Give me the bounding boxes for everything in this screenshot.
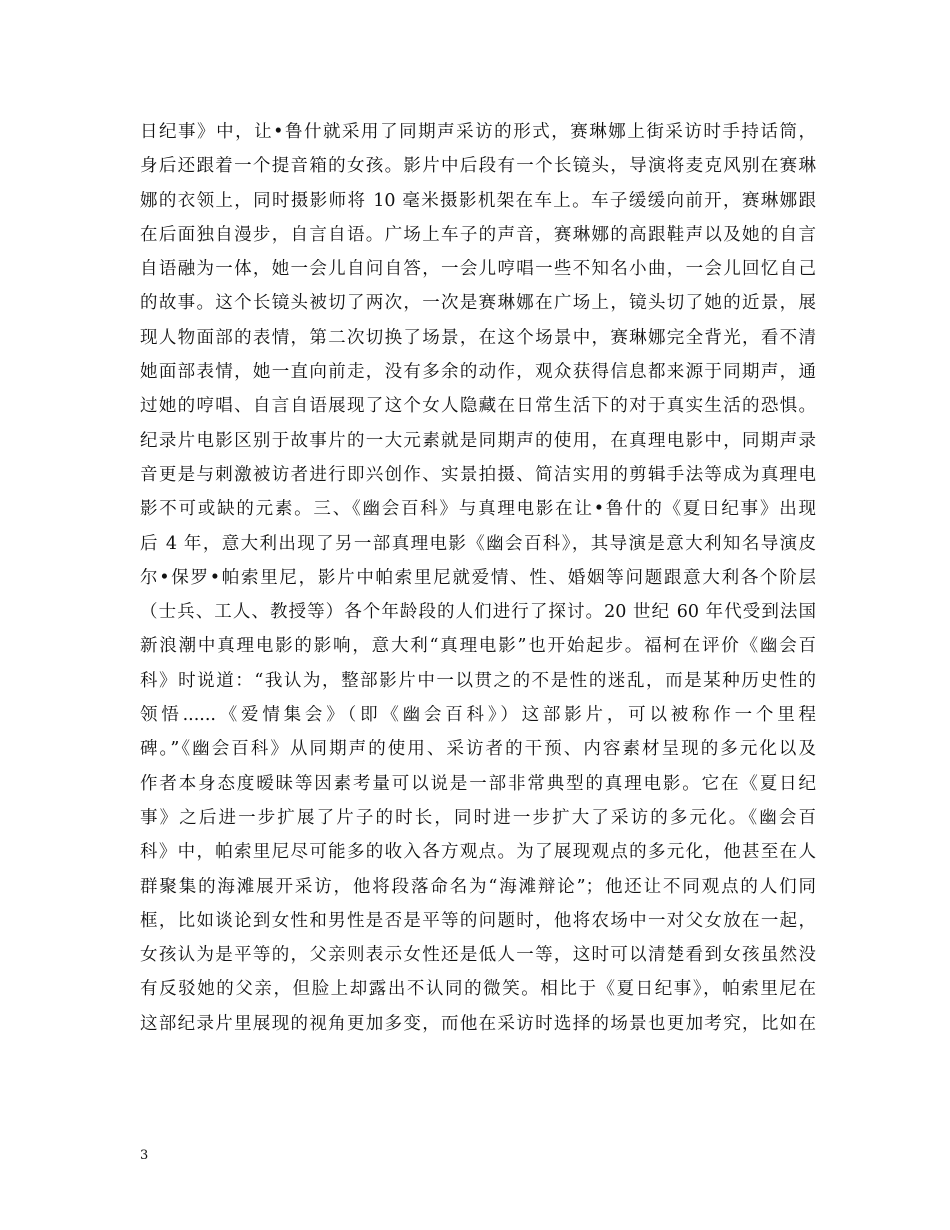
text-line: 她面部表情，她一直向前走，没有多余的动作，观众获得信息都来源于同期声，通: [140, 362, 816, 383]
text-line: 群聚集的海滩展开采访，他将段落命名为“海滩辩论”；他还让不同观点的人们同: [140, 876, 816, 897]
text-line: 事》之后进一步扩展了片子的时长，同时进一步扩大了采访的多元化。《幽会百: [140, 807, 816, 828]
text-line: 现人物面部的表情，第二次切换了场景，在这个场景中，赛琳娜完全背光，看不清: [140, 327, 816, 348]
text-line: 过她的哼唱、自言自语展现了这个女人隐藏在日常生活下的对于真实生活的恐惧。: [140, 396, 816, 417]
text-line: 女孩认为是平等的，父亲则表示女性还是低人一等，这时可以清楚看到女孩虽然没: [140, 945, 816, 966]
text-line: 这部纪录片里展现的视角更加多变，而他在采访时选择的场景也更加考究，比如在: [140, 1013, 816, 1034]
text-line: 作者本身态度暧昧等因素考量可以说是一部非常典型的真理电影。它在《夏日纪: [140, 773, 816, 794]
text-line: 领悟......《爱情集会》（即《幽会百科》）这部影片，可以被称作一个里程: [140, 705, 816, 726]
text-line: 后 4 年，意大利出现了另一部真理电影《幽会百科》，其导演是意大利知名导演皮: [140, 533, 816, 554]
text-line: 身后还跟着一个提音箱的女孩。影片中后段有一个长镜头，导演将麦克风别在赛琳: [140, 156, 816, 177]
text-line: 日纪事》中，让•鲁什就采用了同期声采访的形式，赛琳娜上街采访时手持话筒，: [140, 122, 816, 142]
text-line: 的故事。这个长镜头被切了两次，一次是赛琳娜在广场上，镜头切了她的近景，展: [140, 293, 816, 314]
text-line: 科》时说道：“我认为，整部影片中一以贯之的不是性的迷乱，而是某种历史性的: [140, 670, 816, 691]
text-line: 影不可或缺的元素。三、《幽会百科》与真理电影在让•鲁什的《夏日纪事》出现: [140, 499, 816, 520]
text-line: 音更是与刺激被访者进行即兴创作、实景拍摄、简洁实用的剪辑手法等成为真理电: [140, 464, 816, 485]
text-line: 有反驳她的父亲，但脸上却露出不认同的微笑。相比于《夏日纪事》，帕索里尼在: [140, 979, 816, 1000]
page-number: 3: [140, 1148, 149, 1163]
text-line: 在后面独自漫步，自言自语。广场上车子的声音，赛琳娜的高跟鞋声以及她的自言: [140, 224, 816, 245]
text-line: 框，比如谈论到女性和男性是否是平等的问题时，他将农场中一对父女放在一起，: [140, 910, 816, 931]
text-line: 娜的衣领上，同时摄影师将 10 毫米摄影机架在车上。车子缓缓向前开，赛琳娜跟: [140, 190, 816, 211]
text-line: 科》中，帕索里尼尽可能多的收入各方观点。为了展现观点的多元化，他甚至在人: [140, 842, 816, 863]
text-line: 纪录片电影区别于故事片的一大元素就是同期声的使用，在真理电影中，同期声录: [140, 430, 816, 451]
body-paragraph: [140, 115, 816, 1041]
text-line: 新浪潮中真理电影的影响，意大利“真理电影”也开始起步。福柯在评价《幽会百: [140, 636, 816, 657]
text-line: 自语融为一体，她一会儿自问自答，一会儿哼唱一些不知名小曲，一会儿回忆自己: [140, 259, 816, 280]
text-line: 碑。”《幽会百科》从同期声的使用、采访者的干预、内容素材呈现的多元化以及: [140, 739, 816, 760]
text-line: （士兵、工人、教授等）各个年龄段的人们进行了探讨。20 世纪 60 年代受到法国: [140, 602, 816, 623]
text-line: 尔•保罗•帕索里尼，影片中帕索里尼就爱情、性、婚姻等问题跟意大利各个阶层: [140, 567, 816, 588]
